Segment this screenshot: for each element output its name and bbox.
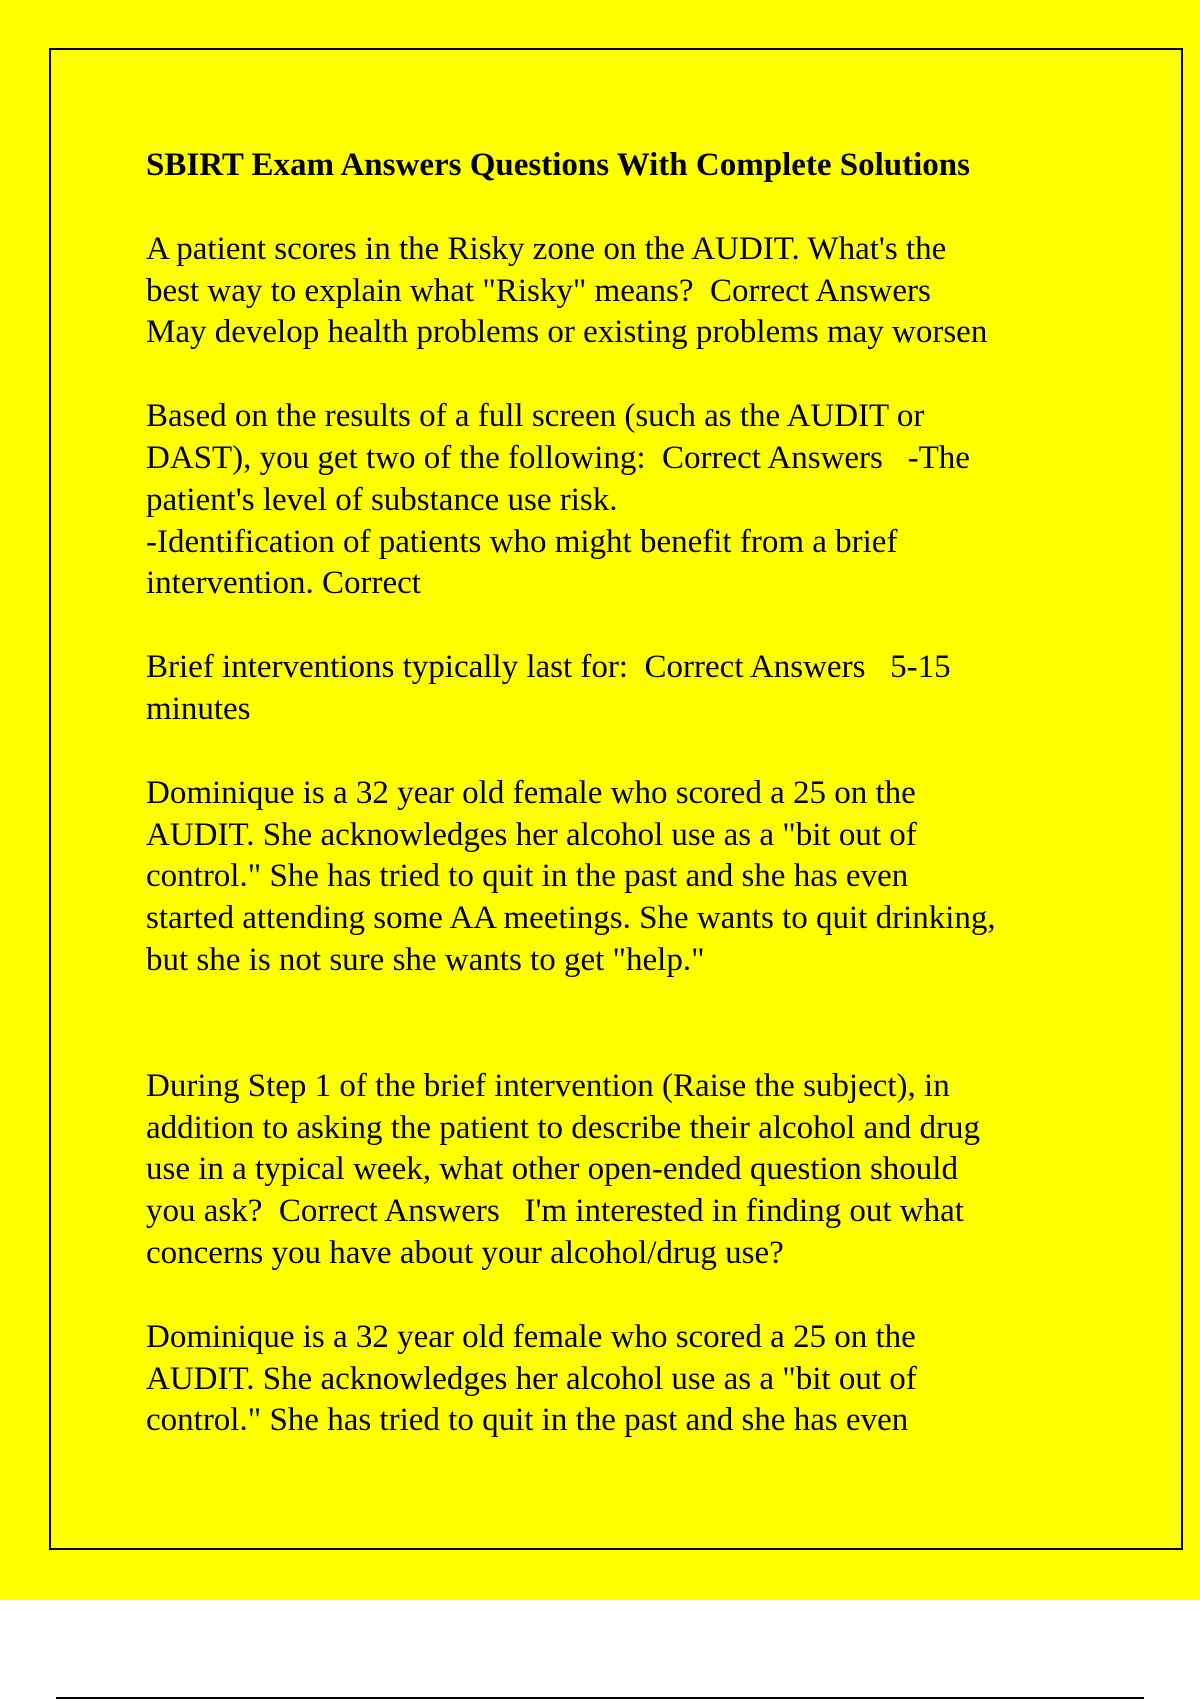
text-line: started attending some AA meetings. She wants to quit drinking, [146, 900, 996, 937]
text-line: Dominique is a 32 year old female who scored a 25 on the [146, 1318, 916, 1355]
document-title: SBIRT Exam Answers Questions With Complete Solutions [146, 147, 971, 183]
text-line: minutes [146, 690, 251, 727]
text-line: A patient scores in the Risky zone on the AUDIT. What's the [146, 230, 947, 267]
text-line: intervention. Correct [146, 565, 421, 602]
text-line: Brief interventions typically last for: Correct Answers 5-15 [146, 649, 951, 686]
text-line: use in a typical week, what other open-ended question should [146, 1151, 958, 1188]
text-line: concerns you have about your alcohol/drug use? [146, 1234, 784, 1271]
qa-block [146, 1317, 1106, 1442]
text-line: but she is not sure she wants to get "help." [146, 941, 705, 978]
text-line: -Identification of patients who might benefit from a brief [146, 523, 898, 560]
text-line: AUDIT. She acknowledges her alcohol use as a "bit out of [146, 1360, 917, 1397]
text-line: Dominique is a 32 year old female who scored a 25 on the [146, 774, 916, 811]
text-line: May develop health problems or existing problems may worsen [146, 314, 988, 351]
qa-block [146, 396, 1106, 605]
footer-rule [56, 1697, 1144, 1699]
text-line: control." She has tried to quit in the past and she has even [146, 1402, 909, 1439]
text-line: patient's level of substance use risk. [146, 481, 618, 518]
qa-block [146, 647, 1106, 731]
qa-block [146, 773, 1106, 982]
text-line: best way to explain what "Risky" means? Correct Answers [146, 272, 931, 309]
text-line: addition to asking the patient to describe their alcohol and drug [146, 1109, 980, 1146]
text-line: AUDIT. She acknowledges her alcohol use as a "bit out of [146, 816, 917, 853]
text-line: control." She has tried to quit in the past and she has even [146, 858, 909, 895]
text-line: Based on the results of a full screen (such as the AUDIT or [146, 398, 925, 435]
qa-block [146, 1066, 1106, 1275]
text-line: DAST), you get two of the following: Correct Answers -The [146, 439, 970, 476]
qa-block [146, 229, 1106, 354]
text-line: During Step 1 of the brief intervention (Raise the subject), in [146, 1067, 950, 1104]
text-line: you ask? Correct Answers I'm interested in finding out what [146, 1193, 964, 1230]
document-content [146, 145, 1106, 1484]
